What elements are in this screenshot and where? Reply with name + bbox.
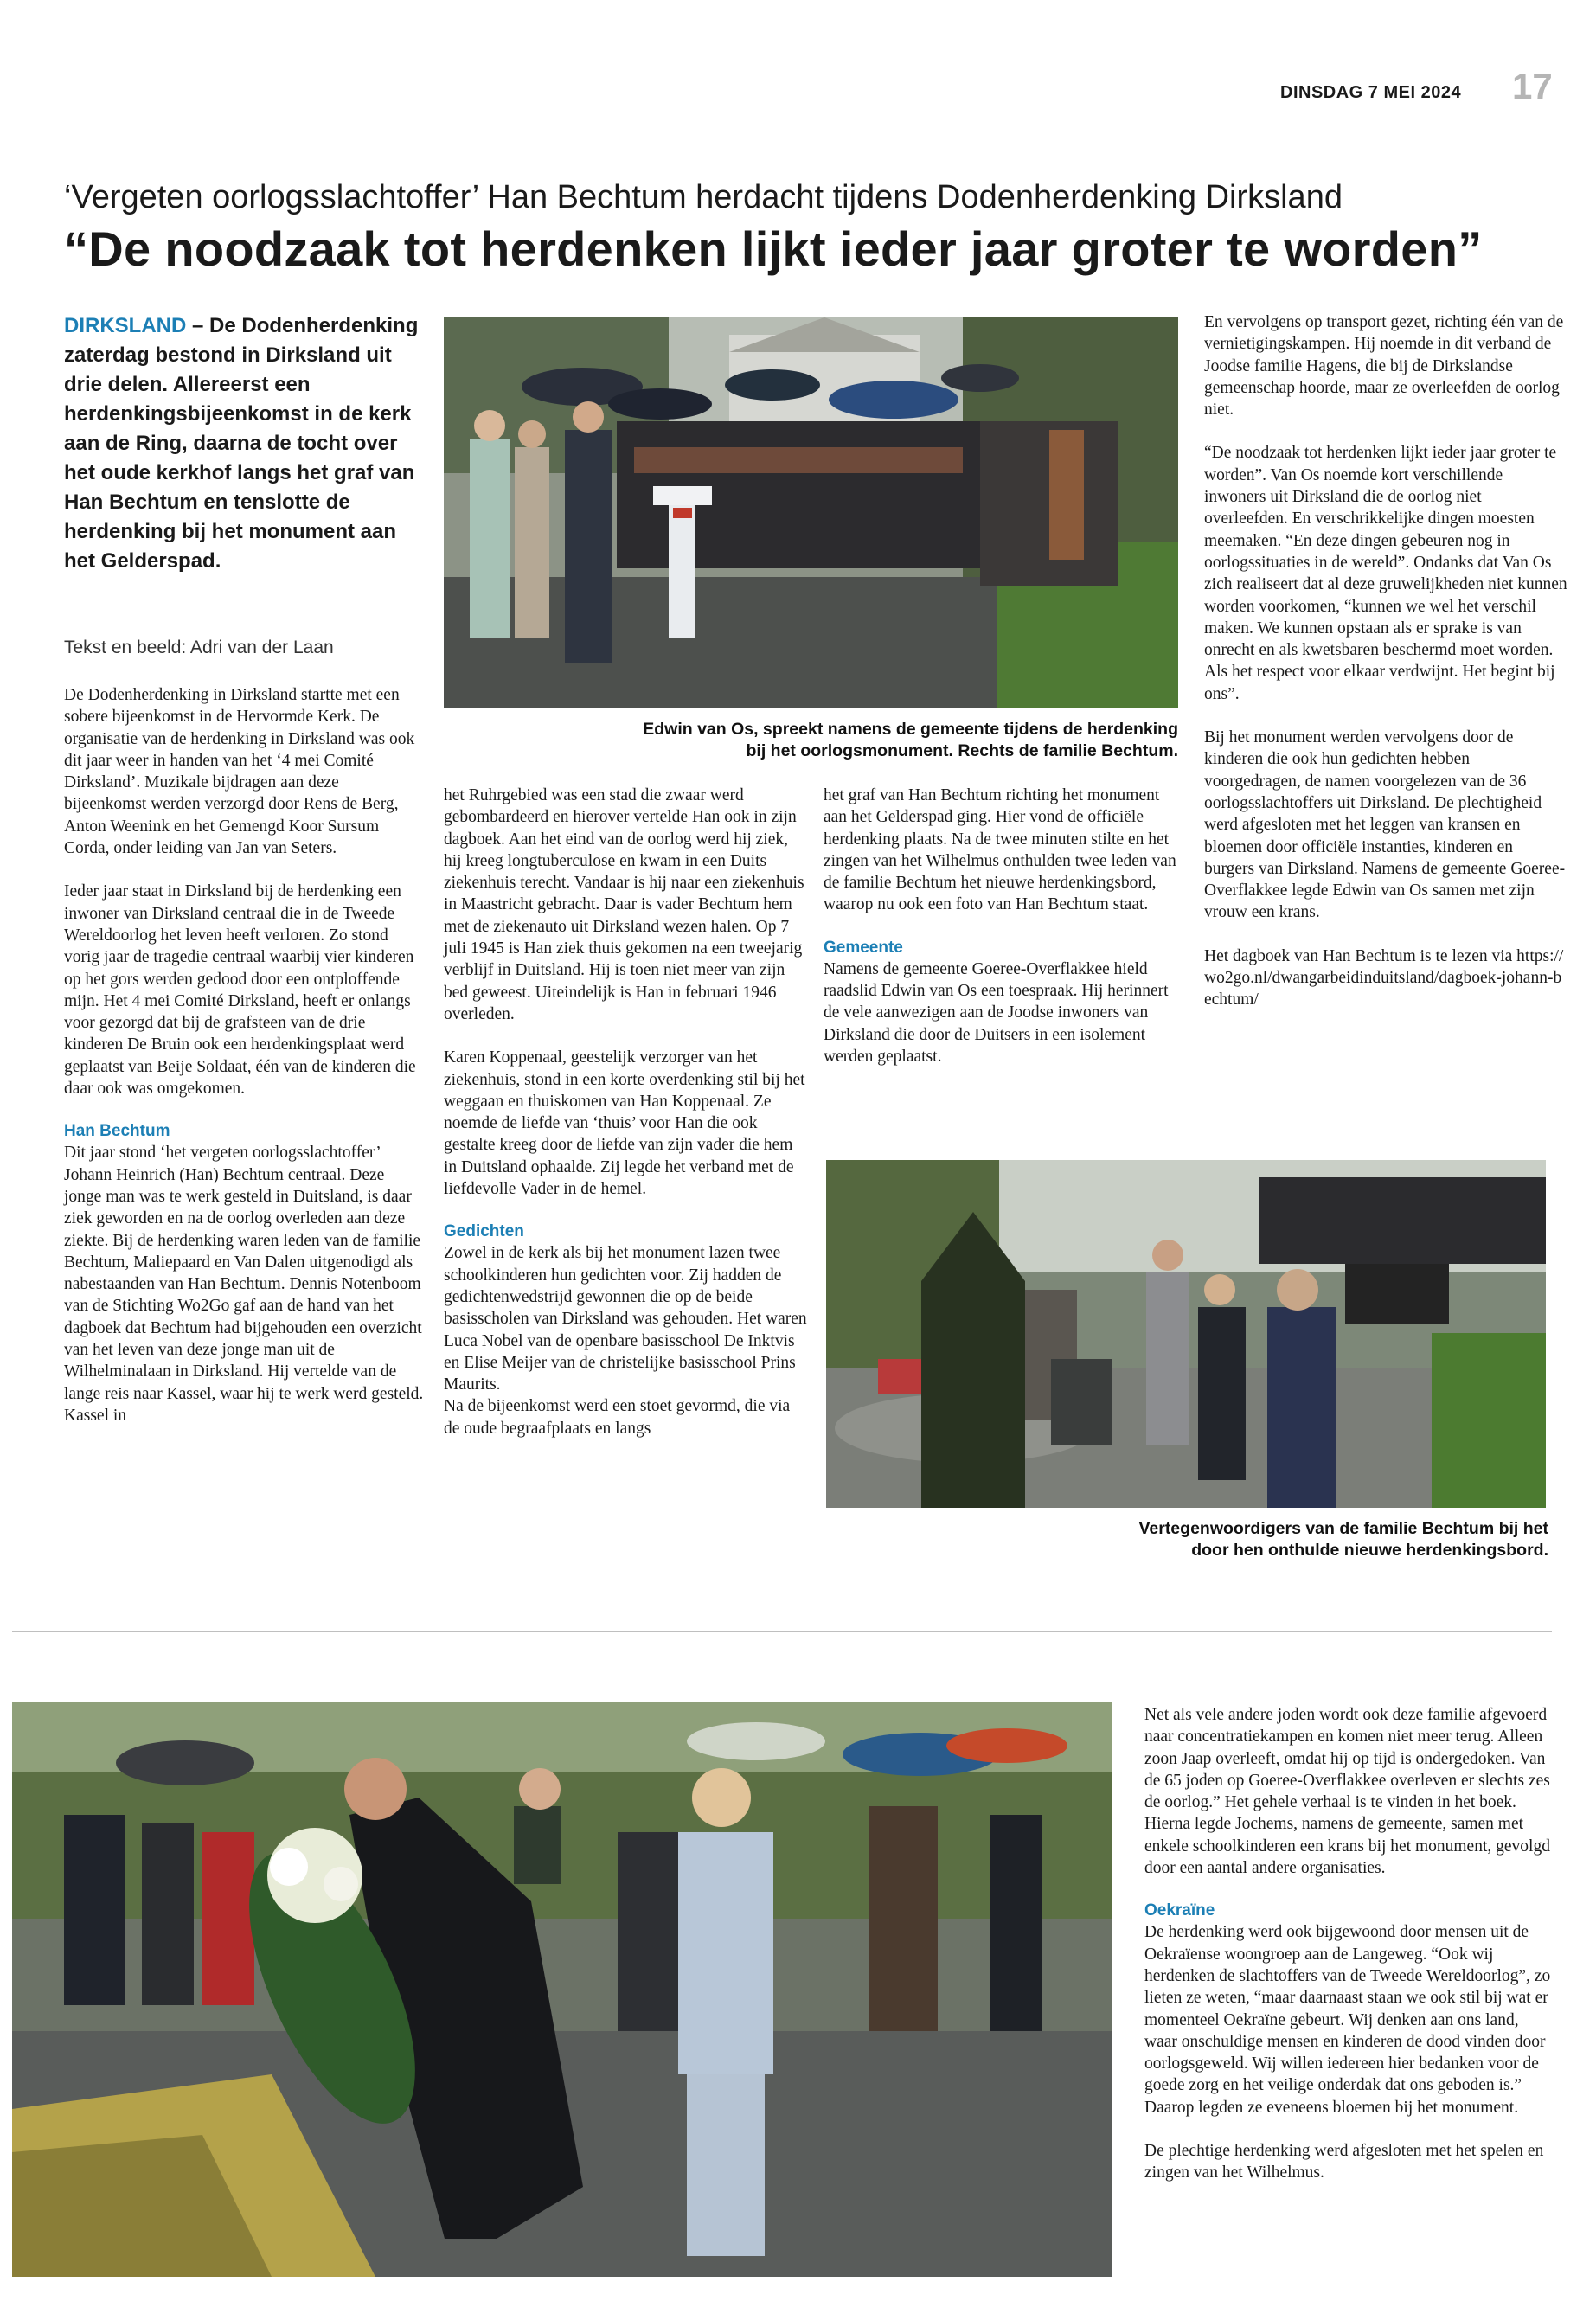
headline-kicker: ‘Vergeten oorlogsslachtoffer’ Han Bechtum herdacht tijdens Dodenherdenking Dirksland	[64, 179, 1343, 215]
paragraph: Dit jaar stond ‘het vergeten oorlogsslachtoffer’ Johann Heinrich (Han) Bechtum centraal. Deze jonge man was te werk gesteld in Duitsland, is daar ziek geworden en na de oorlog overleden aan deze ziekte. Bij de herdenking waren leden van de familie Bechtum, Maliepaard en Van Dalen uitgenodigd als nabestaanden van Han Bechtum. Dennis Notenboom van de Stichting Wo2Go gaf aan de hand van het dagboek dat Bechtum had bijgehouden een overzicht van het leven van deze jonge man uit de Wilhelminalaan in Dirksland. Hij vertelde van de lange reis naar Kassel, waar hij te werk werd gesteld. Kassel in	[64, 1144, 424, 1425]
paragraph: “De noodzaak tot herdenken lijkt ieder jaar groter te worden”. Van Os noemde kort verschillende inwoners uit Dirksland die de oorlog niet overleefden. En verschrikkelijke dingen moesten meemaken. “En deze dingen gebeuren nog in oorlogssituaties in de wereld”. Ondanks dat Van Os zich realiseert dat al deze gruwelijkheden niet kunnen worden voorkomen, “kunnen we wel het verschil maken. We kunnen opstaan als er sprake is van onrecht en als kwetsbaren beschermd moet worden. Als het respect voor elkaar verdwijnt. Het begint bij ons”.	[1204, 444, 1567, 703]
section-divider	[12, 1631, 1552, 1632]
subheading-gemeente: Gemeente	[824, 938, 903, 957]
article-column-4	[1204, 311, 1567, 1011]
headline-title: “De noodzaak tot herdenken lijkt ieder jaar groter te worden”	[64, 221, 1483, 276]
paragraph: De Dodenherdenking in Dirksland startte met een sobere bijeenkomst in de Hervormde Kerk. De organisatie van de herdenking in Dirksland was ook dit jaar weer in handen van het ‘4 mei Comité Dirksland’. Muzikale bijdragen aan deze bijeenkomst werden verzorgd door Rens de Berg, Anton Weenink en het Gemengd Koor Sursum Corda, onder leiding van Jan van Seters.	[64, 686, 415, 858]
article-intro	[64, 311, 419, 576]
photo-family-at-memorial-board	[826, 1160, 1546, 1508]
article-column-2	[444, 785, 807, 1439]
paragraph: Het dagboek van Han Bechtum is te lezen via https://wo2go.nl/dwangarbeidinduitsland/dagboek-johann-bechtum/	[1204, 946, 1564, 1009]
photo-speaker-at-monument	[444, 317, 1178, 708]
paragraph: Bij het monument werden vervolgens door de kinderen die ook hun gedichten hebben voorgedragen, de namen voorgelezen van de 36 oorlogsslachtoffers uit Dirksland. De plechtigheid werd afgesloten met het leggen van kransen en bloemen door officiële instanties, kinderen en burgers van Dirksland. Namens de gemeente Goeree-Overflakkee legde Edwin van Os samen met zijn vrouw een krans.	[1204, 728, 1566, 922]
subheading-gedichten: Gedichten	[444, 1222, 524, 1241]
paragraph: De plechtige herdenking werd afgesloten met het spelen en zingen van het Wilhelmus.	[1144, 2142, 1544, 2182]
page-number: 17	[1512, 66, 1553, 106]
article-column-3	[824, 785, 1187, 1067]
page-date: DINSDAG 7 MEI 2024	[1280, 83, 1462, 102]
caption-line: bij het oorlogsmonument. Rechts de familie Bechtum.	[746, 741, 1178, 760]
paragraph: De herdenking werd ook bijgewoond door mensen uit de Oekraïense woongroep aan de Langeweg. “Ook wij herdenken de slachtoffers van de Tweede Wereldoorlog”, zo lieten ze weten, “maar daarnaast staan we ook stil bij wat er momenteel Oekraïne gebeurt. Wij denken aan ons land, waar onschuldige mensen en kinderen de dood vinden door oorlogsgeweld. Wij willen iedereen hier bedanken voor de goede zorg en het veilige onderdak dat ons geboden is.” Daarop legden ze eveneens bloemen bij het monument.	[1144, 1923, 1551, 2117]
caption-line: door hen onthulde nieuwe herdenkingsbord.	[1191, 1541, 1548, 1560]
byline: Tekst en beeld: Adri van der Laan	[64, 638, 334, 657]
paragraph: Na de bijeenkomst werd een stoet gevormd, die via de oude begraafplaats en langs	[444, 1397, 791, 1438]
article-column-1	[64, 684, 426, 1426]
caption-line: Edwin van Os, spreekt namens de gemeente tijdens de herdenking	[643, 720, 1178, 739]
subheading-oekraine: Oekraïne	[1144, 1901, 1215, 1920]
paragraph: het Ruhrgebied was een stad die zwaar werd gebombardeerd en hierover vertelde Han ook in zijn dagboek. Aan het eind van de oorlog werd hij ziek, hij kreeg longtuberculose en kwam in een Duits ziekenhuis terecht. Vandaar is hij naar een ziekenhuis in Maastricht gebracht. Daar is vader Bechtum hem met de ziekenauto uit Dirksland wezen halen. Op 7 juli 1945 is Han ziek thuis gekomen na een tweejarig verblijf in Duitsland. Hij is toen niet meer van zijn bed geweest. Uiteindelijk is Han in februari 1946 overleden.	[444, 786, 804, 1023]
photo-wreath-laying	[12, 1702, 1112, 2277]
paragraph: Ieder jaar staat in Dirksland bij de herdenking een inwoner van Dirksland centraal die in de Tweede Wereldoorlog het leven heeft verloren. Zo stond vorig jaar de tragedie centraal waarbij vier kinderen op het gors werden gedood door een ontploffende mijn. Het 4 mei Comité Dirksland, heeft er onlangs voor gezorgd dat bij de grafsteen van de drie kinderen De Bruin ook een herdenkingsplaat werd geplaatst van Beije Soldaat, één van de kinderen die daar ook was omgekomen.	[64, 882, 416, 1099]
paragraph: En vervolgens op transport gezet, richting één van de vernietigingskampen. Hij noemde in dit verband de Joodse familie Hagens, die bij de Dirkslandse gemeenschap hoorde, maar ze overleefden de oorlog niet.	[1204, 313, 1564, 420]
dateline: DIRKSLAND	[64, 314, 187, 337]
caption-line: Vertegenwoordigers van de familie Bechtum bij het	[1138, 1519, 1548, 1538]
caption-photo-1	[444, 719, 1178, 762]
intro-text: – De Dodenherdenking zaterdag bestond in Dirksland uit drie delen. Allereerst een herdenkingsbijeenkomst in de kerk aan de Ring, daarna de tocht over het oude kerkhof langs het graf van Han Bechtum en tenslotte de herdenking bij het monument aan het Gelderspad.	[64, 314, 419, 573]
subheading-han-bechtum: Han Bechtum	[64, 1122, 170, 1141]
paragraph: Zowel in de kerk als bij het monument lazen twee schoolkinderen hun gedichten voor. Zij hadden de gedichtenwedstrijd gewonnen die op de beide basisscholen van Dirksland was gehouden. Het waren Luca Nobel van de openbare basisschool De Inktvis en Elise Meijer van de christelijke basisschool Prins Maurits.	[444, 1244, 807, 1394]
paragraph: Namens de gemeente Goeree-Overflakkee hield raadslid Edwin van Os een toespraak. Hij herinnert de vele aanwezigen aan de Joodse inwoners van Dirksland die door de Duitsers in een isolement werden geplaatst.	[824, 959, 1169, 1066]
paragraph: Karen Koppenaal, geestelijk verzorger van het ziekenhuis, stond in een korte overdenking stil bij het weggaan en thuiskomen van Han Koppenaal. Ze noemde de liefde van ‘thuis’ voor Han die ook gestalte kreeg door de liefde van zijn vader die hem in Duitsland ophaalde. Zij legde het verband met de liefdevolle Vader in de hemel.	[444, 1048, 805, 1199]
article-column-5	[1144, 1704, 1553, 2184]
caption-photo-2	[826, 1518, 1548, 1561]
paragraph: Net als vele andere joden wordt ook deze familie afgevoerd naar concentratiekampen en komen niet meer terug. Alleen zoon Jaap overleeft, omdat hij op tijd is ondergedoken. Van de 65 joden op Goeree-Overflakkee overleven er slechts zes de oorlog.” Het gehele verhaal is te vinden in het boek. Hierna legde Jochems, namens de gemeente, samen met enkele schoolkinderen een krans bij het monument, gevolgd door een aantal andere organisaties.	[1144, 1706, 1550, 1878]
paragraph: het graf van Han Bechtum richting het monument aan het Gelderspad ging. Hier vond de officiële herdenking plaats. Na de twee minuten stilte en het zingen van het Wilhelmus onthulden twee leden van de familie Bechtum het nieuwe herdenkingsbord, waarop nu ook een foto van Han Bechtum staat.	[824, 786, 1176, 914]
